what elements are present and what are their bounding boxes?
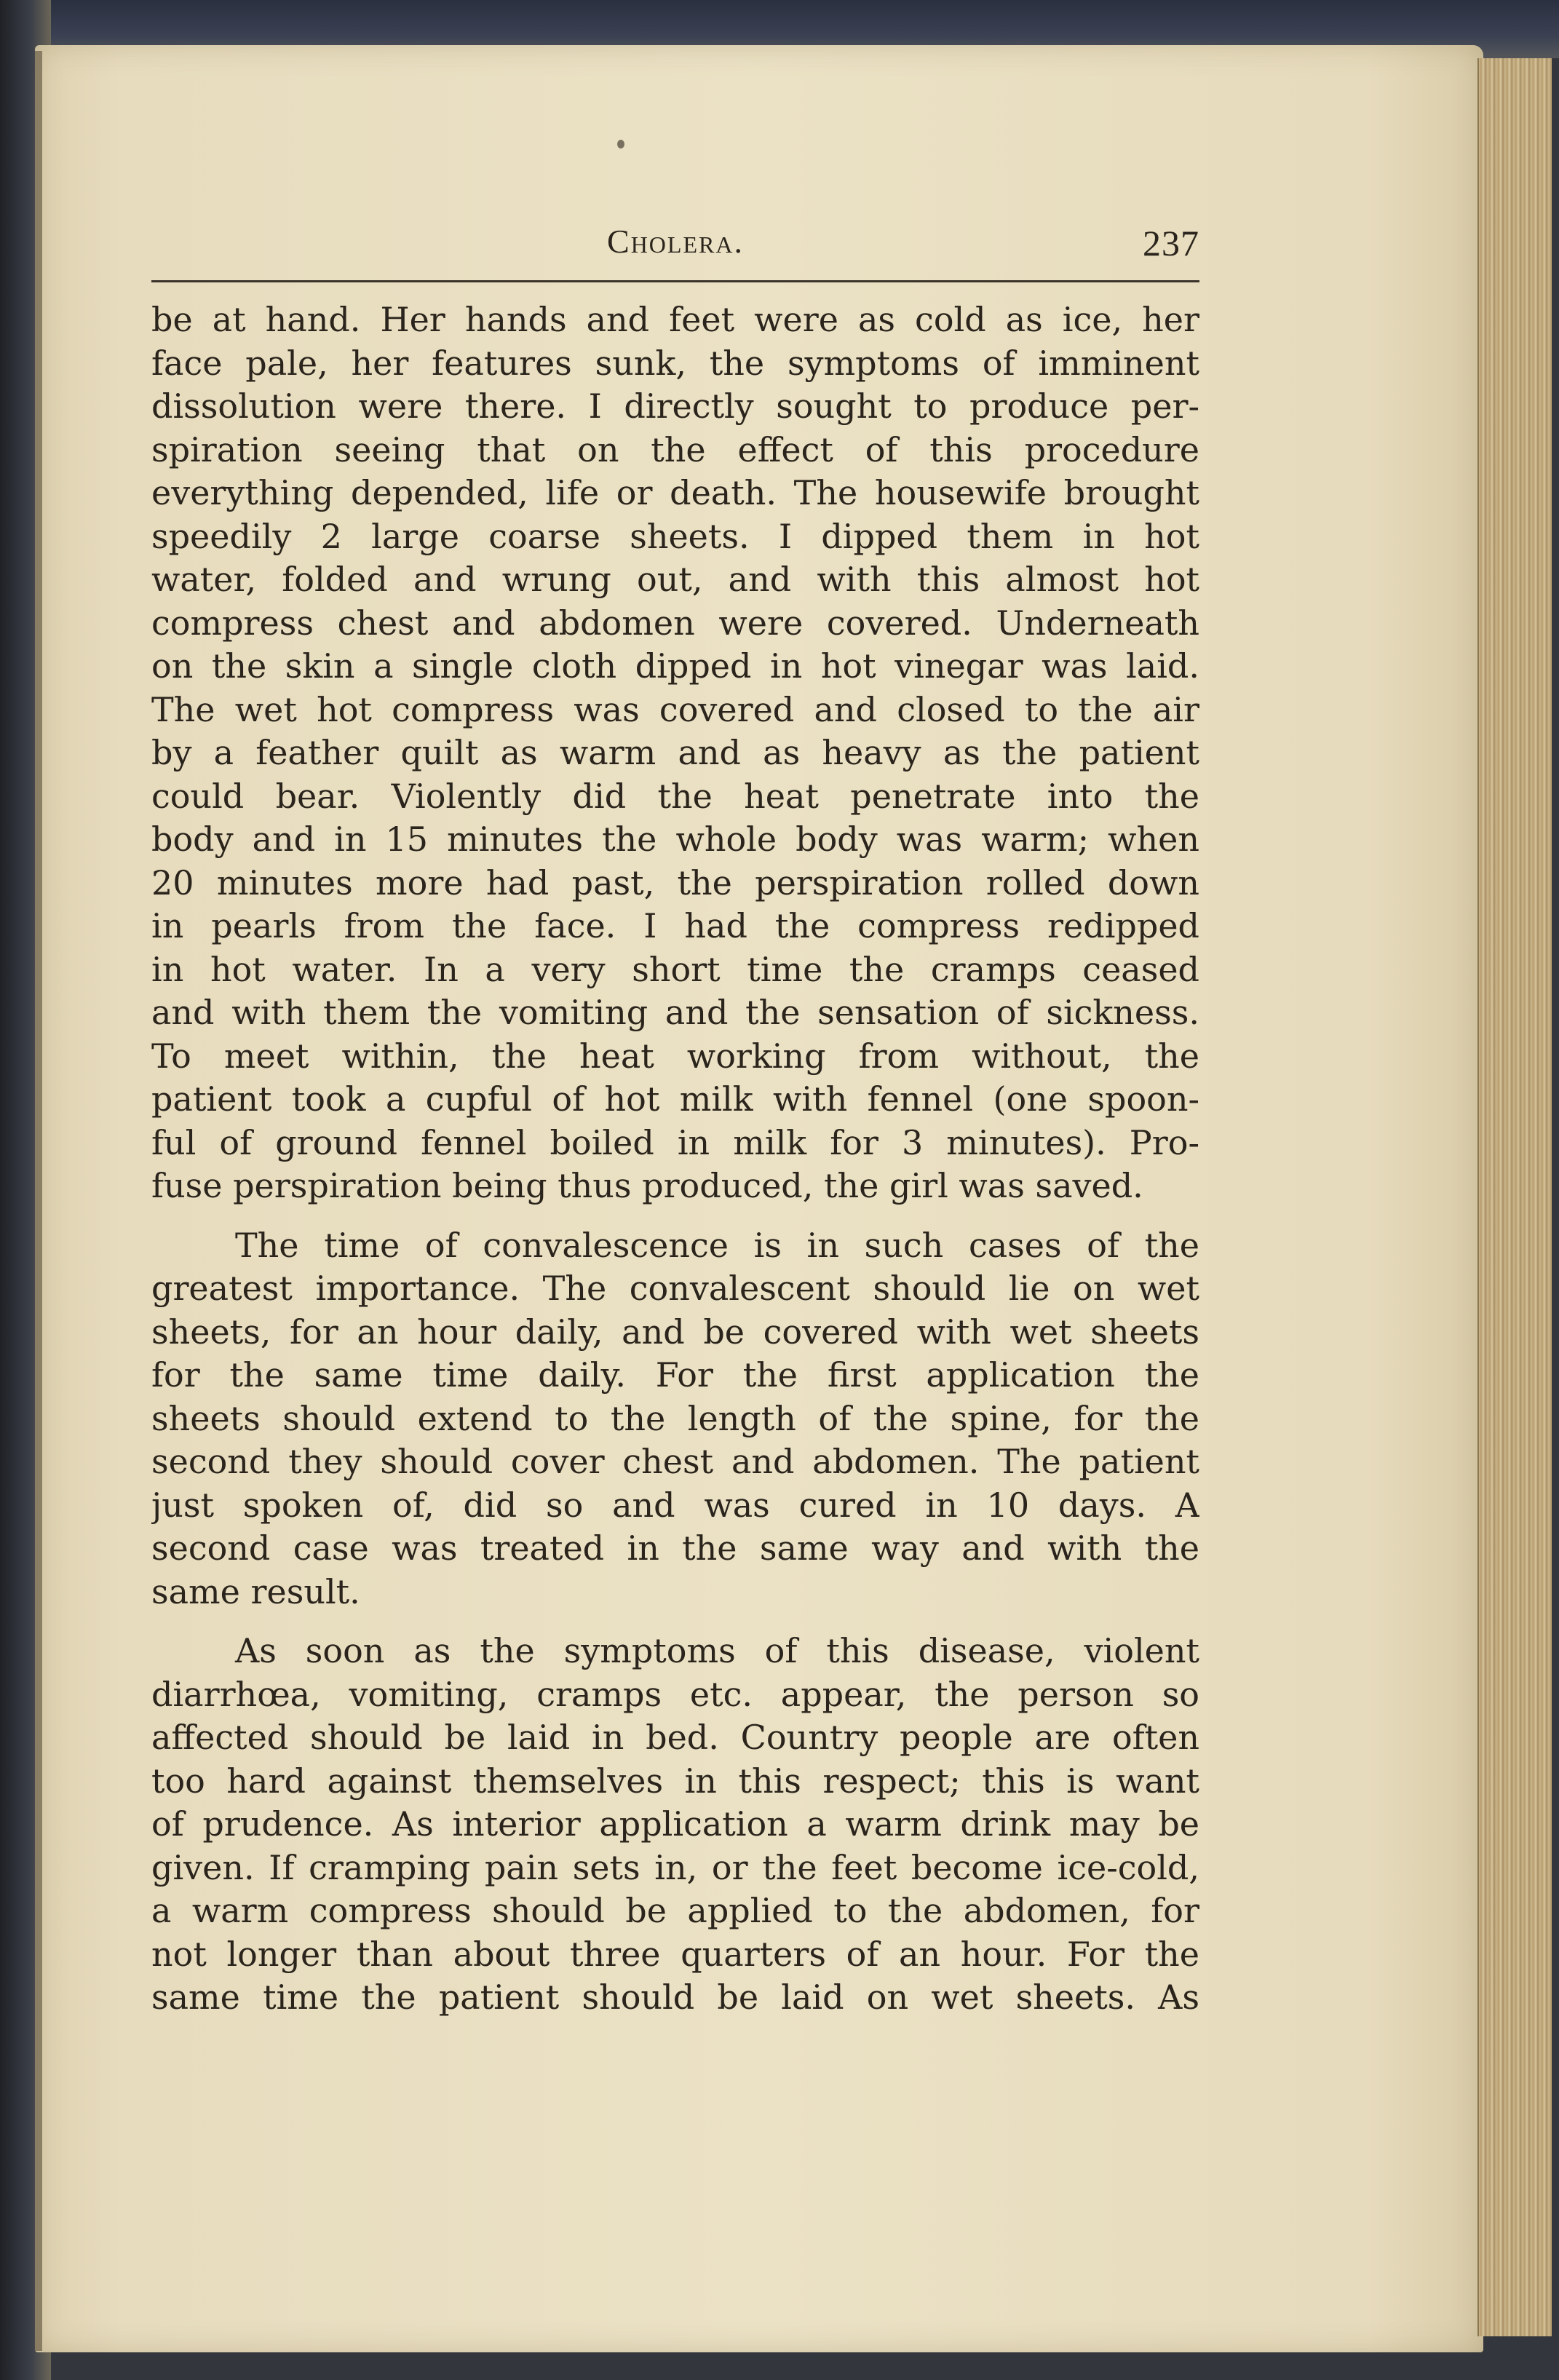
paragraph-gap — [151, 1614, 1199, 1630]
text-line: As soon as the symptoms of this disease, violent — [235, 1631, 1199, 1670]
text-line: second they should cover chest and abdomen. The patient — [151, 1442, 1199, 1481]
text-line: same time the patient should be laid on wet sheets. As — [151, 1978, 1199, 2017]
text-line: spiration seeing that on the effect of this procedure — [151, 429, 1199, 469]
text-line: sheets should extend to the length of the spine, for the — [151, 1398, 1199, 1438]
text-line: be at hand. Her hands and feet were as cold as ice, her — [151, 300, 1199, 339]
page-stack-edges — [1477, 58, 1552, 2336]
running-head: Cholera. — [607, 223, 744, 260]
text-line: could bear. Violently did the heat penetrate into the — [151, 776, 1199, 816]
text-line: sheets, for an hour daily, and be covered with wet sheets — [151, 1312, 1199, 1352]
page-header — [151, 222, 1199, 273]
text-line: just spoken of, did so and was cured in 10 days. A — [151, 1485, 1199, 1525]
paragraph — [151, 1630, 1199, 2020]
text-line: of prudence. As interior application a warm drink may be — [151, 1804, 1199, 1844]
text-line: in pearls from the face. I had the compress redipped — [151, 906, 1199, 945]
text-line: given. If cramping pain sets in, or the feet become ice-cold, — [151, 1847, 1199, 1887]
text-line: compress chest and abdomen were covered. Underneath — [151, 603, 1199, 643]
text-line: fuse perspiration being thus produced, the girl was saved. — [151, 1166, 1143, 1205]
text-line: diarrhœa, vomiting, cramps etc. appear, the person so — [151, 1674, 1199, 1714]
text-line: everything depended, life or death. The housewife brought — [151, 473, 1199, 512]
text-line: body and in 15 minutes the whole body was warm; when — [151, 820, 1199, 859]
header-rule — [151, 280, 1199, 282]
paper-speck — [617, 140, 624, 148]
text-line: affected should be laid in bed. Country people are often — [151, 1718, 1199, 1757]
text-line: 20 minutes more had past, the perspiration rolled down — [151, 862, 1199, 903]
text-line: dissolution were there. I directly sought to produce per- — [151, 386, 1199, 426]
text-line: second case was treated in the same way and with the — [151, 1528, 1199, 1568]
text-line: patient took a cupful of hot milk with fennel (one spoon- — [151, 1079, 1199, 1119]
text-line: face pale, her features sunk, the symptoms of imminent — [151, 343, 1199, 383]
text-line: too hard against themselves in this respect; this is want — [151, 1761, 1199, 1801]
text-line: not longer than about three quarters of an hour. For the — [151, 1934, 1199, 1974]
paragraph — [151, 1224, 1199, 1614]
text-line: greatest importance. The convalescent should lie on wet — [151, 1269, 1199, 1308]
text-line: same result. — [151, 1571, 360, 1611]
text-line: for the same time daily. For the first application the — [151, 1355, 1199, 1395]
text-line: To meet within, the heat working from without, the — [151, 1036, 1199, 1076]
text-line: in hot water. In a very short time the cramps ceased — [151, 949, 1199, 989]
text-line: The wet hot compress was covered and closed to the air — [151, 689, 1199, 729]
text-line: by a feather quilt as warm and as heavy as the patient — [151, 733, 1199, 772]
text-line: water, folded and wrung out, and with this almost hot — [151, 560, 1199, 599]
text-line: ful of ground fennel boiled in milk for 3 minutes). Pro- — [151, 1122, 1199, 1162]
text-line: speedily 2 large coarse sheets. I dipped them in hot — [151, 516, 1199, 556]
text-line: The time of convalescence is in such cases of the — [235, 1225, 1199, 1265]
text-line: a warm compress should be applied to the abdomen, for — [151, 1891, 1199, 1930]
body-text — [151, 298, 1199, 2020]
text-line: and with them the vomiting and the sensation of sickness. — [151, 993, 1199, 1032]
paragraph — [151, 298, 1199, 1208]
page-gutter-edge — [35, 51, 42, 2351]
page-number: 237 — [1143, 223, 1199, 263]
text-line: on the skin a single cloth dipped in hot vinegar was laid. — [151, 646, 1199, 686]
paragraph-gap — [151, 1208, 1199, 1224]
